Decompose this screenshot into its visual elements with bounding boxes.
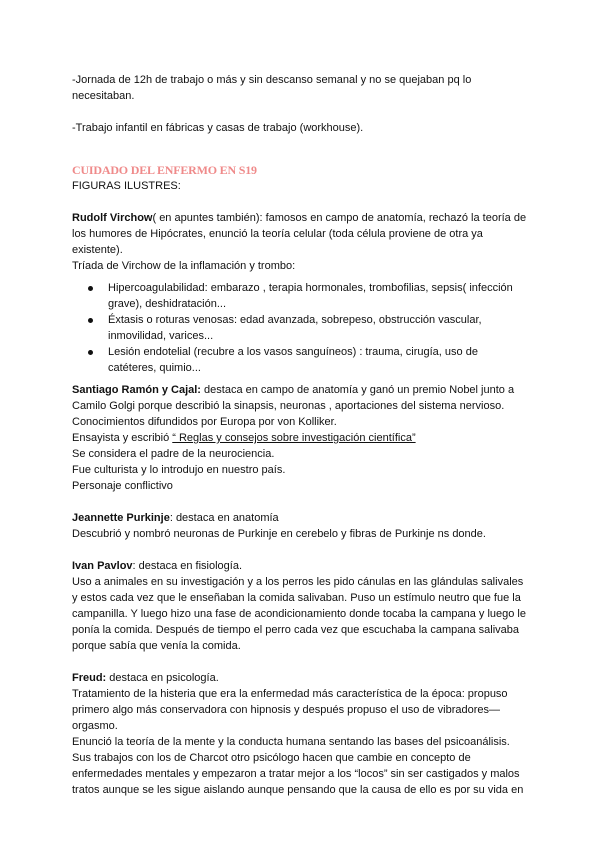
- cajal-essay-title: “ Reglas y consejos sobre investigación científica”: [172, 432, 416, 444]
- cajal-line-4: Se considera el padre de la neurociencia.: [72, 448, 275, 460]
- freud-line-4: Sus trabajos con los de Charcot otro psicólogo hacen que cambie en concepto de enfermedades mentales y empezaron a tratar mejor a los “locos” sin ser castigados y malos tratos aunque se les sigue aislando aunque pensando que la causa de ello es por su vida en: [72, 752, 524, 796]
- cajal-line-2: Conocimientos difundidos por Europa por von Kolliker.: [72, 416, 337, 428]
- list-item: Hipercoagulabilidad: embarazo , terapia hormonales, trombofilias, sepsis( infección grave), deshidratación...: [108, 280, 528, 312]
- intro-line-2: -Trabajo infantil en fábricas y casas de trabajo (workhouse).: [72, 122, 364, 134]
- cajal-paragraph: [72, 382, 528, 414]
- cajal-line-5: Fue culturista y lo introdujo en nuestro país.: [72, 464, 286, 476]
- purkinje-paragraph: [72, 510, 528, 526]
- page-content: [72, 72, 528, 798]
- intro-line-1: -Jornada de 12h de trabajo o más y sin descanso semanal y no se quejaban pq lo necesitaban.: [72, 74, 472, 102]
- freud-paragraph: [72, 670, 528, 686]
- cajal-essay: [72, 430, 528, 446]
- pavlov-body: Uso a animales en su investigación y a los perros les pido cánulas en las glándulas salivales y estos cada vez que le enseñaban la comida salivaban. Puso un estímulo neutro que fue la campanilla. Y luego hizo una fase de acondicionamiento donde tocaba la campana y luego le ponía la comida. Después de tiempo el perro cada vez que escuchaba la campana salivaba porque sabía que venía la comida.: [72, 576, 526, 652]
- cajal-essay-prefix: Ensayista y escribió: [72, 432, 173, 444]
- cajal-line-6: Personaje conflictivo: [72, 480, 173, 492]
- freud-name: Freud:: [72, 672, 107, 684]
- pavlov-paragraph: [72, 558, 528, 574]
- virchow-name: Rudolf Virchow: [72, 212, 153, 224]
- freud-line-2: Tratamiento de la histeria que era la enfermedad más característica de la época: propuso primero algo más conservadora con hipnosis y después propuso el uso de vibradores— orgasmo.: [72, 688, 508, 732]
- pavlov-name: Ivan Pavlov: [72, 560, 133, 572]
- pavlov-desc: : destaca en fisiología.: [132, 560, 243, 572]
- virchow-bullet-list: [72, 280, 528, 376]
- virchow-triad: Tríada de Virchow de la inflamación y trombo:: [72, 260, 296, 272]
- freud-desc: destaca en psicología.: [106, 672, 219, 684]
- purkinje-desc: : destaca en anatomía: [169, 512, 279, 524]
- section-heading: CUIDADO DEL ENFERMO EN S19: [72, 163, 257, 177]
- section-subheading: FIGURAS ILUSTRES:: [72, 180, 181, 192]
- virchow-desc: ( en apuntes también): famosos en campo de anatomía, rechazó la teoría de los humores de Hipócrates, enunció la teoría celular (toda célula proviene de otra ya existente).: [72, 212, 527, 256]
- virchow-paragraph: [72, 210, 528, 258]
- freud-line-3: Enunció la teoría de la mente y la conducta humana sentando las bases del psicoanálisis.: [72, 736, 510, 748]
- purkinje-line-2: Descubrió y nombró neuronas de Purkinje en cerebelo y fibras de Purkinje ns donde.: [72, 528, 486, 540]
- list-item: Lesión endotelial (recubre a los vasos sanguíneos) : trauma, cirugía, uso de catéteres, quimio...: [108, 344, 528, 376]
- purkinje-name: Jeannette Purkinje: [72, 512, 170, 524]
- cajal-name: Santiago Ramón y Cajal:: [72, 384, 201, 396]
- list-item: Éxtasis o roturas venosas: edad avanzada, sobrepeso, obstrucción vascular, inmovilidad, varices...: [108, 312, 528, 344]
- cajal-desc: destaca en campo de anatomía y ganó un premio Nobel junto a Camilo Golgi porque describió la sinapsis, neuronas , aportaciones del sistema nervioso.: [72, 384, 515, 412]
